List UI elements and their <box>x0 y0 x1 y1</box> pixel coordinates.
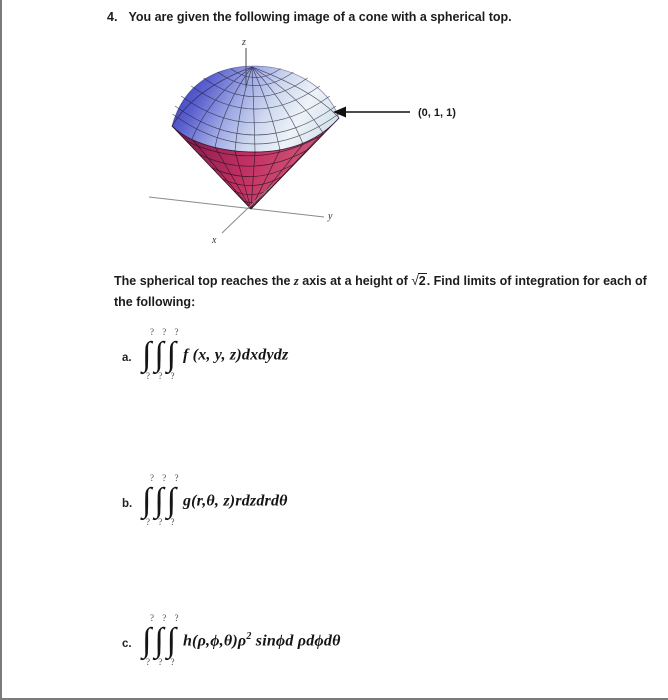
integral-block-b <box>142 474 288 527</box>
cone-sphere-figure <box>140 36 484 262</box>
question-title <box>107 10 512 24</box>
statement-line-1: The spherical top reaches the z axis at a height of √2. Find limits of integration for each of <box>114 273 647 288</box>
item-label-b: b. <box>122 497 133 510</box>
math-line-b <box>142 481 288 521</box>
integral-item-b <box>122 474 288 527</box>
figure-canvas <box>140 36 484 262</box>
integral-item-c <box>122 614 341 667</box>
integrand-a: f (x, y, z)dxdydz <box>182 346 289 364</box>
math-line-a <box>142 335 288 375</box>
question-number: 4. <box>107 10 118 24</box>
statement-line-2: the following: <box>114 295 196 309</box>
question-text: You are given the following image of a cone with a spherical top. <box>128 10 512 24</box>
lower-limits-a: ? ? ? <box>146 371 175 381</box>
integrand-b: g(r,θ, z)rdzdrdθ <box>182 492 288 510</box>
item-label-a: a. <box>122 351 132 364</box>
y-axis-line <box>149 197 324 217</box>
integral-block-c <box>142 614 341 667</box>
problem-statement <box>114 270 654 313</box>
item-label-c: c. <box>122 637 132 650</box>
triple-integral-signs-b: ∫∫∫ <box>142 482 179 519</box>
z-axis-label: z <box>242 37 246 48</box>
sqrt-two: √2 <box>411 273 426 288</box>
math-line-c <box>142 621 341 661</box>
annotation-label: (0, 1, 1) <box>418 107 456 119</box>
z-variable: z <box>293 274 299 288</box>
integral-block-a <box>142 328 288 381</box>
integrand-c: $h(\rho,\phi,\theta)\rho^2$ sinϕd ρdϕdθ <box>182 631 341 650</box>
y-axis-label: y <box>328 211 333 222</box>
integral-item-a <box>122 328 288 381</box>
x-axis-label: x <box>212 235 217 246</box>
lower-limits-b: ? ? ? <box>146 517 175 527</box>
upper-limits-b: ? ? ? <box>150 473 179 483</box>
upper-limits-a: ? ? ? <box>150 327 179 337</box>
upper-limits-c: ? ? ? <box>150 613 179 623</box>
triple-integral-signs-c: ∫∫∫ <box>142 622 179 659</box>
lower-limits-c: ? ? ? <box>146 657 175 667</box>
triple-integral-signs-a: ∫∫∫ <box>142 336 179 373</box>
